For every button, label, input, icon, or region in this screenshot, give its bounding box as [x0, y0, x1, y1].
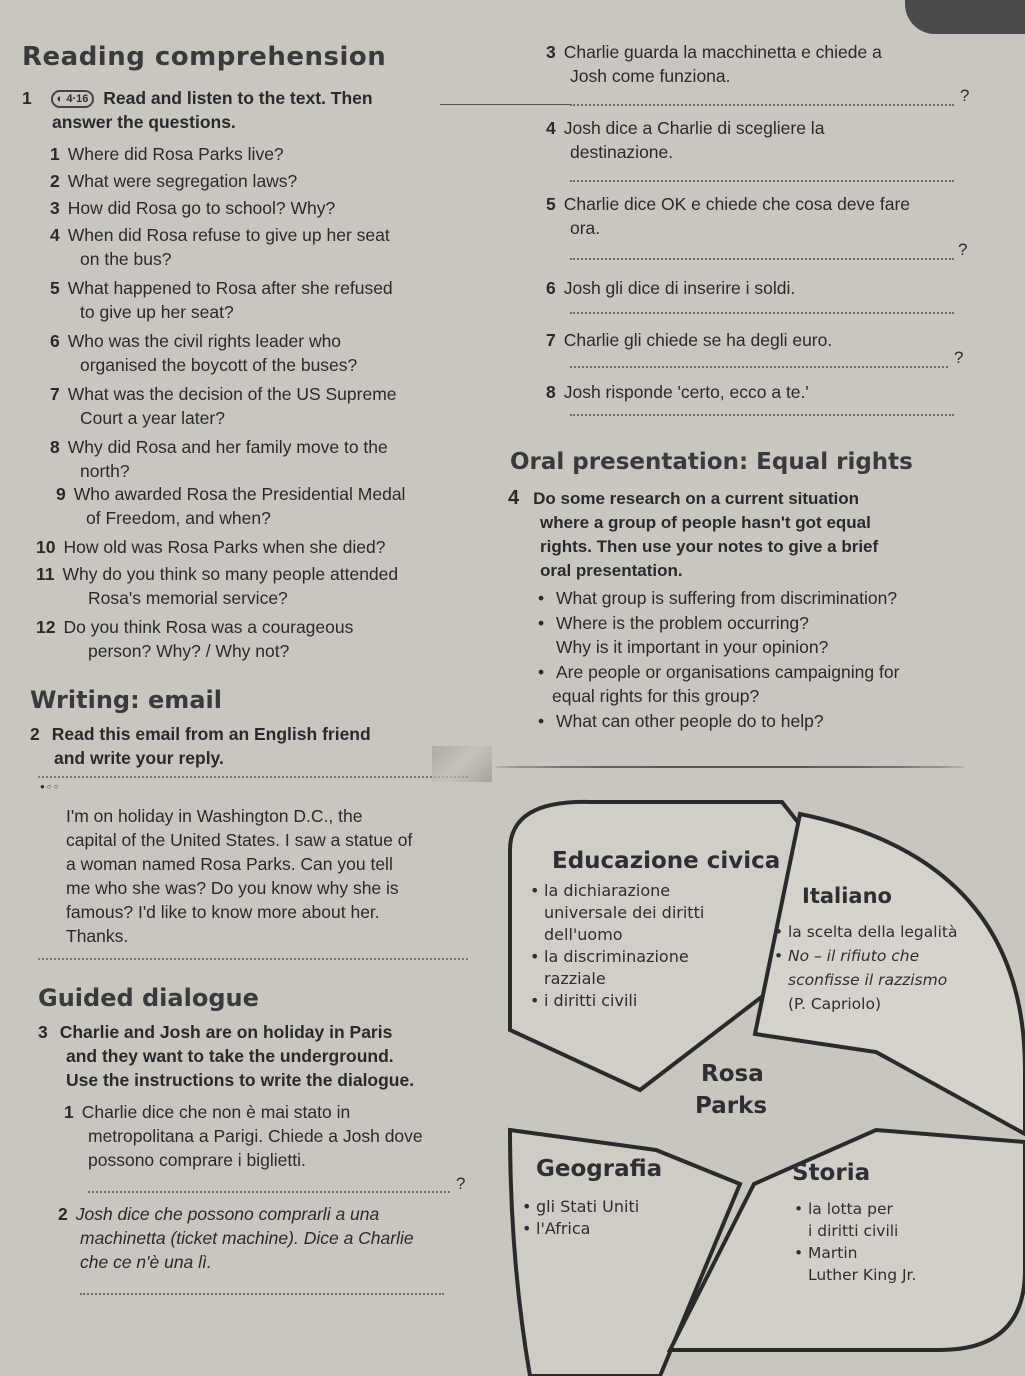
audio-track-number: 4·16 [66, 93, 89, 105]
audio-badge [51, 90, 95, 108]
center-label-line: Parks [695, 1093, 768, 1119]
storia-item: i diritti civili [808, 1222, 899, 1240]
item-text: che ce n'è una lì. [80, 1252, 212, 1272]
question [32, 562, 492, 610]
educazione-item: • la dichiarazione [530, 880, 760, 902]
email-body [66, 804, 412, 948]
italiano-title: Italiano [802, 884, 892, 908]
question [50, 196, 490, 220]
question-number: 8 [50, 437, 60, 457]
guided-item-2 [58, 1202, 488, 1274]
question-number: 10 [36, 537, 56, 557]
reading-instruction-line2: answer the questions. [52, 112, 236, 132]
question-text: Rosa's memorial service? [88, 588, 288, 608]
question-number: 9 [56, 484, 66, 504]
question-number: 12 [36, 617, 56, 637]
email-line: Thanks. [66, 926, 129, 946]
center-label [695, 1058, 767, 1122]
writing-instruction [30, 722, 470, 770]
email-line: a woman named Rosa Parks. Can you tell [66, 854, 393, 874]
audio-icon: ◐ [56, 93, 64, 105]
item-text: Charlie guarda la macchinetta e chiede a [563, 42, 882, 62]
question-number: 1 [50, 144, 60, 164]
oral-bullet-plain: Why is it important in your opinion? [556, 637, 829, 657]
question-number: 6 [50, 331, 60, 351]
reading-instruction-line1: Read and listen to the text. Then [103, 88, 373, 108]
item-text: destinazione. [570, 142, 674, 162]
email-photo [432, 746, 492, 782]
italiano-item: sconfisse il razzismo [788, 971, 948, 989]
oral-bullet: • What can other people do to help? [538, 709, 978, 734]
item-text: ora. [570, 218, 601, 238]
oral-bullet: • What group is suffering from discrimination? [538, 586, 978, 611]
question-text: Where did Rosa Parks live? [67, 144, 284, 164]
item-text: Charlie dice che non è mai stato in [81, 1102, 351, 1122]
question-text: When did Rosa refuse to give up her seat [67, 225, 390, 245]
item-number: 4 [546, 118, 556, 138]
question [32, 535, 492, 559]
question [32, 615, 492, 663]
question-text: north? [80, 461, 130, 481]
item-number: 5 [546, 194, 556, 214]
oral-bullets [538, 586, 978, 733]
storia-item: • la lotta per [794, 1198, 994, 1220]
question [50, 142, 490, 166]
writing-instruction-line1: Read this email from an English friend [51, 724, 371, 744]
oral-bullet: • Are people or organisations campaigning for [538, 660, 978, 685]
question-text: on the bus? [80, 249, 172, 269]
question-text: How old was Rosa Parks when she died? [63, 537, 386, 557]
guided-item-5 [546, 192, 986, 240]
geografia-items [522, 1196, 722, 1240]
item-number: 2 [58, 1204, 68, 1224]
guided-instruction-line: and they want to take the underground. [66, 1046, 394, 1066]
answer-line[interactable] [570, 414, 954, 416]
item-text: Josh gli dice di inserire i soldi. [563, 278, 796, 298]
wavy-divider [495, 766, 965, 768]
oral-title: Oral presentation: Equal rights [510, 449, 913, 475]
item-text: machinetta (ticket machine). Dice a Charlie [80, 1228, 414, 1248]
item-number: 8 [546, 382, 556, 402]
email-line: I'm on holiday in Washington D.C., the [66, 806, 363, 826]
answer-line[interactable] [88, 1191, 450, 1193]
item-text: Charlie dice OK e chiede che cosa deve fare [563, 194, 911, 214]
italiano-items [774, 920, 994, 1016]
oral-instruction-line: where a group of people hasn't got equal [540, 513, 871, 532]
italiano-item: • No – il rifiuto che [774, 944, 994, 968]
storia-title: Storia [792, 1160, 871, 1186]
guided-item-8 [546, 380, 986, 404]
answer-line[interactable] [570, 312, 954, 314]
reading-instruction [22, 86, 462, 134]
answer-end: ? [954, 348, 964, 367]
answer-end: ? [958, 240, 968, 259]
guided-instruction [38, 1020, 478, 1092]
reading-title: Reading comprehension [22, 42, 387, 72]
question-text: Who awarded Rosa the Presidential Medal [73, 484, 406, 504]
question-text: What were segregation laws? [67, 171, 298, 191]
answer-line[interactable] [570, 258, 954, 260]
question-text: Court a year later? [80, 408, 225, 428]
guided-item-3 [546, 40, 986, 88]
corner-tab [905, 0, 1025, 34]
guided-instruction-line: Use the instructions to write the dialogue. [66, 1070, 415, 1090]
guided-ex-number: 3 [38, 1022, 48, 1042]
question-text: What was the decision of the US Supreme [67, 384, 397, 404]
question-text: Why did Rosa and her family move to the [67, 437, 388, 457]
question-text: Why do you think so many people attended [62, 564, 399, 584]
educazione-item: • i diritti civili [530, 990, 760, 1012]
question-text: How did Rosa go to school? Why? [67, 198, 336, 218]
email-window-dots: ●○○ [40, 782, 61, 791]
reading-questions-continued [32, 482, 492, 663]
oral-ex-number: 4 [508, 487, 520, 509]
email-line: me who she was? Do you know why she is [66, 878, 399, 898]
question-text: organised the boycott of the buses? [80, 355, 358, 375]
question-number: 7 [50, 384, 60, 404]
item-text: possono comprare i biglietti. [88, 1150, 306, 1170]
item-text: metropolitana a Parigi. Chiede a Josh dove [88, 1126, 423, 1146]
question [50, 382, 490, 430]
storia-items [794, 1198, 994, 1286]
question [50, 435, 490, 483]
item-text: Josh come funziona. [570, 66, 731, 86]
answer-line[interactable] [570, 366, 948, 368]
email-line: famous? I'd like to know more about her. [66, 902, 380, 922]
educazione-item: razziale [544, 969, 606, 988]
educazione-item: universale dei diritti [544, 903, 705, 922]
center-label-line: Rosa [701, 1061, 764, 1087]
oral-instruction-line: oral presentation. [540, 561, 683, 580]
answer-line[interactable] [80, 1293, 444, 1295]
item-number: 6 [546, 278, 556, 298]
question [50, 223, 490, 271]
geografia-item: • l'Africa [522, 1218, 722, 1240]
guided-item-1 [64, 1100, 484, 1172]
storia-item: • Martin [794, 1242, 994, 1264]
storia-item: Luther King Jr. [808, 1266, 917, 1284]
question-number: 4 [50, 225, 60, 245]
educazione-item: dell'uomo [544, 925, 623, 944]
question-number: 5 [50, 278, 60, 298]
item-number: 7 [546, 330, 556, 350]
writing-instruction-line2: and write your reply. [54, 748, 224, 768]
question-text: of Freedom, and when? [86, 508, 271, 528]
oral-instruction-line: Do some research on a current situation [533, 489, 860, 508]
italiano-item: • la scelta della legalità [774, 920, 994, 944]
question-number: 2 [50, 171, 60, 191]
item-text: Josh dice che possono comprarli a una [75, 1204, 380, 1224]
question-text: What happened to Rosa after she refused [67, 278, 393, 298]
italiano-item: (P. Capriolo) [788, 995, 881, 1013]
answer-end: ? [960, 86, 970, 105]
email-line: capital of the United States. I saw a statue of [66, 830, 413, 850]
item-text: Josh risponde 'certo, ecco a te.' [563, 382, 809, 402]
reading-questions [50, 142, 490, 483]
answer-underline [440, 104, 570, 105]
oral-bullet: • Where is the problem occurring? [538, 611, 978, 636]
guided-item-4 [546, 116, 986, 164]
oral-instruction-line: rights. Then use your notes to give a brief [540, 537, 879, 556]
educazione-items [530, 880, 760, 1012]
item-text: Josh dice a Charlie di scegliere la [563, 118, 825, 138]
question [50, 329, 490, 377]
item-text: Charlie gli chiede se ha degli euro. [563, 330, 833, 350]
reading-ex-number: 1 [22, 88, 32, 108]
question [50, 276, 490, 324]
question [56, 482, 492, 530]
geografia-item: • gli Stati Uniti [522, 1196, 722, 1218]
oral-instruction [508, 486, 978, 583]
answer-end: ? [456, 1174, 466, 1193]
item-number: 1 [64, 1102, 74, 1122]
email-box [38, 776, 468, 960]
answer-line[interactable] [570, 180, 954, 182]
oral-bullet-continued: equal rights for this group? [552, 686, 760, 706]
question-number: 11 [36, 564, 55, 584]
educazione-item: • la discriminazione [530, 946, 760, 968]
writing-ex-number: 2 [30, 724, 40, 744]
question-number: 3 [50, 198, 60, 218]
item-number: 3 [546, 42, 556, 62]
geografia-title: Geografia [536, 1156, 663, 1182]
answer-line[interactable] [570, 104, 954, 106]
question [50, 169, 490, 193]
guided-title: Guided dialogue [38, 984, 259, 1012]
guided-item-7 [546, 328, 986, 352]
question-text: to give up her seat? [80, 302, 234, 322]
question-text: person? Why? / Why not? [88, 641, 290, 661]
question-text: Who was the civil rights leader who [67, 331, 342, 351]
question-text: Do you think Rosa was a courageous [63, 617, 354, 637]
guided-instruction-line: Charlie and Josh are on holiday in Paris [59, 1022, 393, 1042]
guided-item-6 [546, 276, 986, 300]
writing-title: Writing: email [30, 686, 222, 714]
educazione-title: Educazione civica [552, 848, 781, 874]
